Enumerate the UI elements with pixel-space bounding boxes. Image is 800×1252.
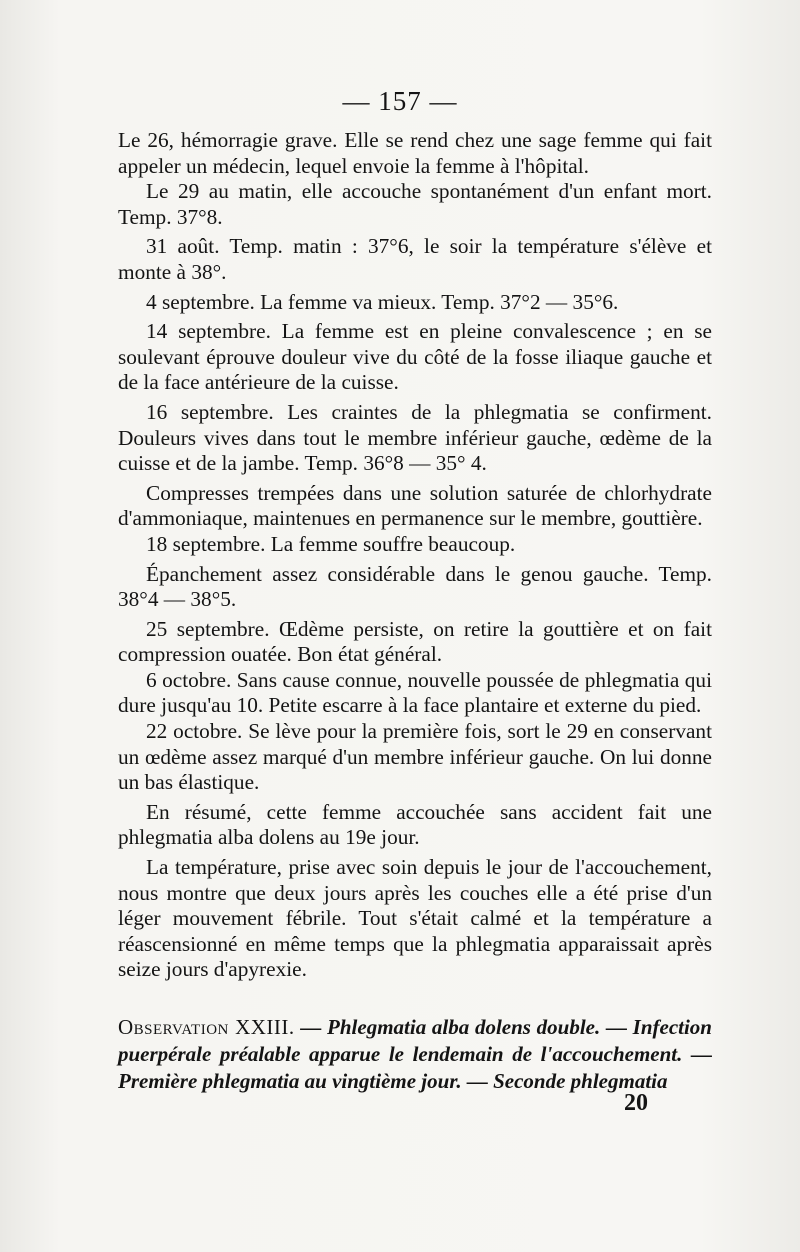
observation-label: Observation XXIII. <box>118 1015 295 1039</box>
signature-mark: 20 <box>624 1090 648 1116</box>
paragraph: 6 octobre. Sans cause connue, nouvelle poussée de phlegmatia qui dure jusqu'au 10. Petite escarre à la face plantaire et externe du pied. <box>118 667 712 718</box>
paragraph: Le 29 au matin, elle accouche spontanément d'un enfant mort. Temp. 37°8. <box>118 179 712 229</box>
paragraph: 16 septembre. Les craintes de la phlegmatia se confirment. Douleurs vives dans tout le membre inférieur gauche, œdème de la cuisse et de la jambe. Temp. 36°8 — 35° 4. <box>118 399 712 476</box>
paragraph: 25 septembre. Œdème persiste, on retire la gouttière et on fait compression ouatée. Bon état général. <box>118 616 712 667</box>
paragraph: 22 octobre. Se lève pour la première fois, sort le 29 en conservant un œdème assez marqué d'un membre inférieur gauche. On lui donne un bas élastique. <box>118 719 712 795</box>
paragraph-summary: En résumé, cette femme accouchée sans accident fait une phlegmatia alba dolens au 19e jour. <box>118 799 712 850</box>
page-body <box>118 128 712 983</box>
paragraph: Le 26, hémorragie grave. Elle se rend chez une sage femme qui fait appeler un médecin, lequel envoie la femme à l'hôpital. <box>118 128 712 178</box>
page-number: — 157 — <box>342 86 458 116</box>
paragraph: Épanchement assez considérable dans le genou gauche. Temp. 38°4 — 38°5. <box>118 561 712 612</box>
paragraph: Compresses trempées dans une solution saturée de chlorhydrate d'ammoniaque, maintenues en permanence sur le membre, gouttière. <box>118 480 712 531</box>
observation-title: — Phlegmatia alba dolens double. — Infection puerpérale préalable apparue le lendemain de l'accouchement. — Première phlegmatia au vingtième jour. — Seconde phlegmatia <box>118 1015 712 1093</box>
paragraph: 14 septembre. La femme est en pleine convalescence ; en se soulevant éprouve douleur vive du côté de la fosse iliaque gauche et de la face antérieure de la cuisse. <box>118 319 712 395</box>
paragraph: 31 août. Temp. matin : 37°6, le soir la température s'élève et monte à 38°. <box>118 234 712 284</box>
observation-heading <box>118 1014 712 1095</box>
paragraph: 18 septembre. La femme souffre beaucoup. <box>146 531 516 556</box>
paragraph: La température, prise avec soin depuis le jour de l'accouchement, nous montre que deux jours après les couches elle a été prise d'un léger mouvement fébrile. Tout s'était calmé et la température a réascensionné en même temps que la phlegmatia apparaissait après seize jours d'apyrexie. <box>118 855 712 982</box>
paragraph: 4 septembre. La femme va mieux. Temp. 37°2 — 35°6. <box>146 289 619 314</box>
